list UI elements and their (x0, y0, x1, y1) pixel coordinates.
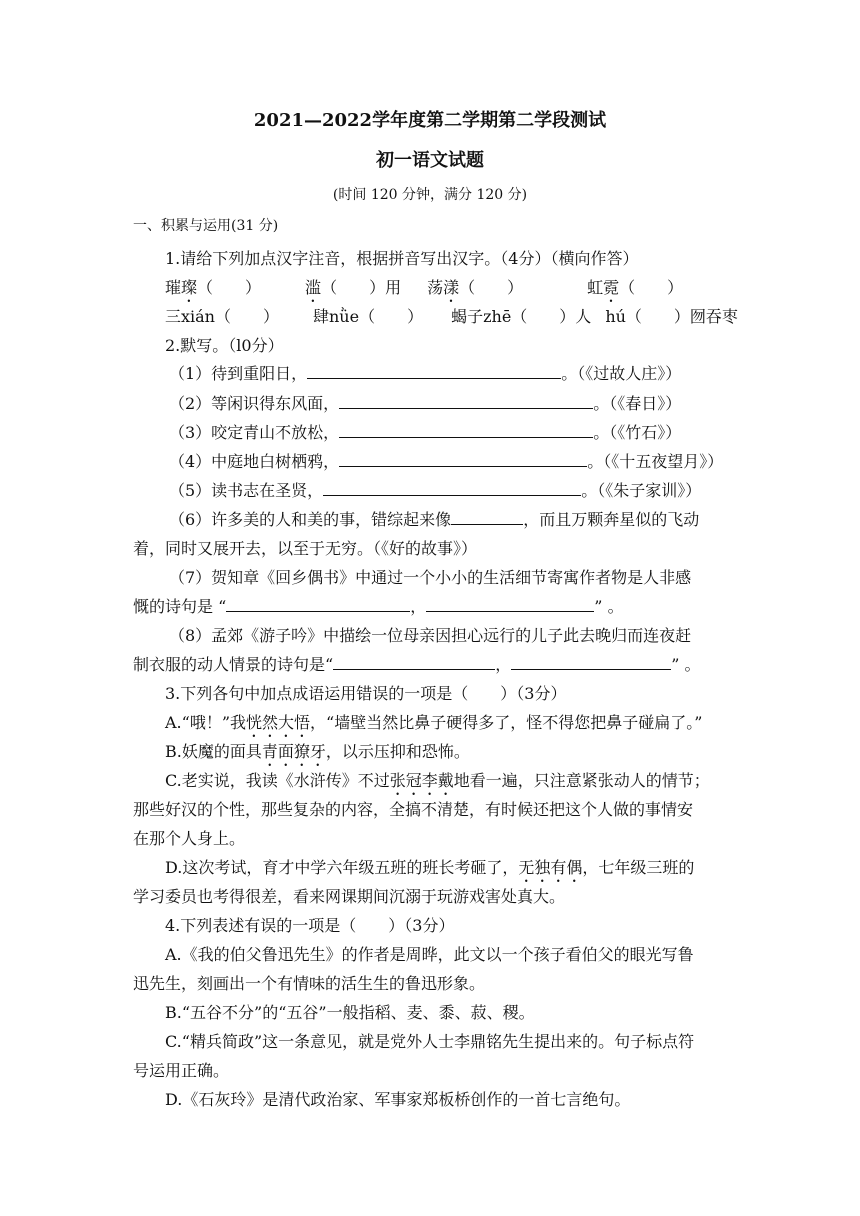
exam-time-note: (时间 120 分钟，满分 120 分) (332, 187, 528, 203)
q2-line-4: （4）中庭地白树栖鸦， 。（《十五夜望月》） (169, 452, 724, 471)
answer-blank[interactable] (323, 481, 581, 496)
q1-pinyin-b: 肆nǜe（ ） (313, 307, 424, 326)
q4-option-a: A.《我的伯父鲁迅先生》的作者是周晔，此文以一个孩子看伯父的眼光写鲁 (165, 945, 694, 964)
exam-subject-title: 初一语文试题 (376, 150, 484, 171)
q2-line-8a: （8）孟郊《游子吟》中描绘一位母亲因担心远行的儿子此去晚归而连夜赶 (169, 626, 692, 645)
q2-line-1: （1）待到重阳日， 。（《过故人庄》） (169, 364, 682, 383)
q1-row2 (165, 307, 738, 327)
q2-line-7b: 慨的诗句是 “ ， ” 。 (133, 597, 624, 616)
q3-option-d: D.这次考试，育才中学六年级五班的班长考砸了，无独有偶，七年级三班的 (165, 858, 695, 877)
q4-option-a-cont: 迅先生，刻画出一个有情味的活生生的鲁迅形象。 (133, 974, 486, 993)
answer-blank[interactable] (511, 655, 671, 670)
q4-option-d: D.《石灰玲》是清代政治家、军事家郑板桥创作的一首七言绝句。 (165, 1090, 631, 1109)
q2-line-5: （5）读书志在圣贤， 。（《朱子家训》） (169, 481, 702, 500)
answer-blank[interactable] (451, 510, 523, 525)
answer-blank[interactable] (339, 423, 593, 438)
q3-option-c-cont: 在那个人身上。 (133, 829, 246, 848)
answer-blank[interactable] (426, 597, 594, 612)
q3-option-c-cont: 那些好汉的个性，那些复杂的内容，全搞不清楚，有时候还把这个人做的事情安 (133, 800, 694, 819)
q1-row1 (165, 278, 683, 306)
answer-blank[interactable] (339, 452, 587, 467)
q1-pinyin-a: 三xián（ ） (165, 307, 279, 326)
q3-option-a: A.“哦！”我恍然大悟，“墙壁当然比鼻子硬得多了，怪不得您把鼻子碰扁了。” (165, 713, 703, 732)
q1-item-a: 璀璨（ ） (165, 278, 262, 297)
q1-stem: 1.请给下列加点汉字注音，根据拼音写出汉字。（4分）（横向作答） (165, 249, 639, 268)
exam-title: 2021—2022学年度第二学期第二学段测试 (253, 110, 607, 131)
answer-blank[interactable] (226, 597, 410, 612)
q4-option-c-cont: 号运用正确。 (133, 1061, 230, 1080)
q4-option-c: C.“精兵简政”这一条意见，就是党外人士李鼎铭先生提出来的。句子标点符 (165, 1032, 695, 1051)
q2-line-6a: （6）许多美的人和美的事，错综起来像 ，而且万颗奔星似的飞动 (169, 510, 700, 529)
q1-item-b: 滥（ ）用 (305, 278, 402, 297)
q2-line-3: （3）咬定青山不放松， 。（《竹石》） (169, 423, 682, 442)
q3-option-b: B.妖魔的面具青面獠牙，以示压抑和恐怖。 (165, 742, 470, 761)
q3-option-d-cont: 学习委员也考得很差，看来网课期间沉溺于玩游戏害处真大。 (133, 887, 566, 906)
q1-item-c: 荡漾（ ） (427, 278, 524, 297)
q1-item-d: 虹霓（ ） (587, 278, 684, 297)
q2-line-8b: 制衣服的动人情景的诗句是“ ， ” 。 (133, 655, 701, 674)
q3-option-c: C.老实说，我读《水浒传》不过张冠李戴地看一遍，只注意紧张动人的情节； (165, 771, 710, 790)
q2-line-7a: （7）贺知章《回乡偶书》中通过一个小小的生活细节寄寓作者物是人非感 (169, 568, 692, 587)
answer-blank[interactable] (307, 364, 561, 379)
q1-pinyin-c: 蝎子zhē（ ）人 (451, 307, 592, 326)
q3-stem: 3.下列各句中加点成语运用错误的一项是（ ）（3分） (165, 684, 567, 703)
q2-line-2: （2）等闲识得东风面， 。（《春日》） (169, 394, 682, 413)
answer-blank[interactable] (333, 655, 495, 670)
q4-option-b: B.“五谷不分”的“五谷”一般指稻、麦、黍、菽、稷。 (165, 1003, 535, 1022)
q2-line-6b: 着，同时又展开去，以至于无穷。（《好的故事》） (133, 539, 478, 558)
answer-blank[interactable] (339, 394, 593, 409)
q1-pinyin-d: hú（ ）囫吞枣 (605, 307, 738, 326)
q2-stem: 2.默写。（l0分） (165, 336, 284, 355)
section-heading: 一、积累与运用(31 分) (133, 218, 279, 234)
q4-stem: 4.下列表述有误的一项是（ ）（3分） (165, 916, 455, 935)
